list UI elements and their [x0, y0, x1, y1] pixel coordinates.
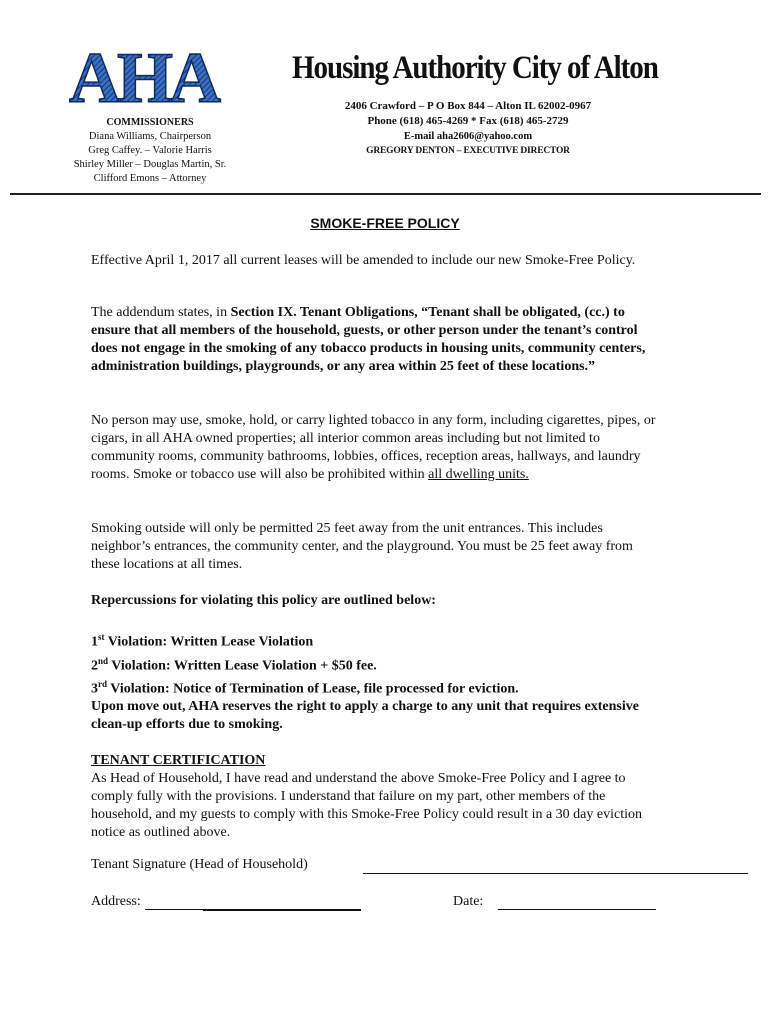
repercussions-heading: Repercussions for violating this policy are outlined below:	[91, 593, 436, 608]
prohibition-paragraph	[91, 412, 661, 484]
aha-logo	[58, 40, 228, 112]
contact-block	[268, 99, 668, 159]
organization-name: Housing Authority City of Alton	[292, 50, 658, 86]
commissioner-line: Diana Williams, Chairperson	[88, 131, 212, 142]
mailing-address: 2406 Crawford – P O Box 844 – Alton IL 62002-0967	[344, 100, 592, 112]
violation-item: 3rd Violation: Notice of Termination of Lease, file processed for eviction.	[91, 679, 519, 697]
certification-heading: TENANT CERTIFICATION	[91, 753, 266, 768]
logo-lettering: AHA	[69, 40, 217, 112]
address-line-emphasis	[203, 909, 361, 911]
addendum-intro: The addendum states, in	[91, 305, 231, 320]
policy-title: SMOKE-FREE POLICY	[310, 215, 460, 231]
address-date-row	[91, 894, 751, 910]
email-address: E-mail aha2606@yahoo.com	[403, 131, 533, 142]
commissioner-line: Clifford Emons – Attorney	[93, 173, 207, 184]
commissioner-line: Shirley Miller – Douglas Martin, Sr.	[73, 159, 227, 170]
signature-label: Tenant Signature (Head of Household)	[91, 857, 308, 872]
violation-item: 1st Violation: Written Lease Violation	[91, 632, 314, 650]
certification-text: As Head of Household, I have read and understand the above Smoke-Free Policy and I agree to comply fully with the provisions. I understand that failure on my part, other members of the household, and my guests to comply with this Smoke-Free Policy could result in a 30 day eviction notice as outlined above.	[91, 771, 642, 840]
date-label: Date:	[453, 894, 484, 909]
addendum-paragraph	[91, 304, 661, 376]
signature-line[interactable]	[363, 873, 748, 874]
phone-fax: Phone (618) 465-4269 * Fax (618) 465-2729	[367, 115, 569, 127]
date-line[interactable]	[498, 909, 656, 910]
executive-director: GREGORY DENTON – EXECUTIVE DIRECTOR	[366, 146, 570, 156]
violations-list	[91, 628, 661, 699]
outdoor-smoking-paragraph: Smoking outside will only be permitted 25 feet away from the unit entrances. This includes neighbor’s entrances, the community center, and the playground. You must be 25 feet away from these locations at all times.	[91, 521, 633, 572]
tenant-certification	[91, 752, 661, 842]
commissioner-line: Greg Caffey. – Valorie Harris	[88, 145, 212, 156]
prohibition-text: No person may use, smoke, hold, or carry lighted tobacco in any form, including cigarettes, pipes, or cigars, in all AHA owned properties; all interior common areas including but not limited to community rooms, community bathrooms, lobbies, offices, reception areas, hallways, and laundry rooms. Smoke or tobacco use will also be prohibited within	[91, 413, 656, 482]
dwelling-units-emphasis: all dwelling units.	[428, 467, 529, 482]
move-out-paragraph: Upon move out, AHA reserves the right to apply a charge to any unit that requires extensive clean-up efforts due to smoking.	[91, 699, 639, 732]
header-divider	[10, 193, 761, 195]
commissioners-heading: COMMISSIONERS	[106, 117, 194, 128]
commissioners-block	[60, 116, 240, 186]
signature-row	[91, 857, 751, 873]
address-label: Address:	[91, 894, 141, 909]
effective-date-paragraph: Effective April 1, 2017 all current leases will be amended to include our new Smoke-Free Policy.	[91, 253, 636, 268]
violation-item: 2nd Violation: Written Lease Violation + $50 fee.	[91, 655, 377, 674]
addendum-quote: Section IX. Tenant Obligations, “Tenant shall be obligated, (cc.) to ensure that all members of the household, guests, or other person under the tenant’s control does not engage in the smoking of any tobacco products in housing units, community centers, administration buildings, playgrounds, or any area within 25 feet of these locations.”	[91, 305, 646, 374]
